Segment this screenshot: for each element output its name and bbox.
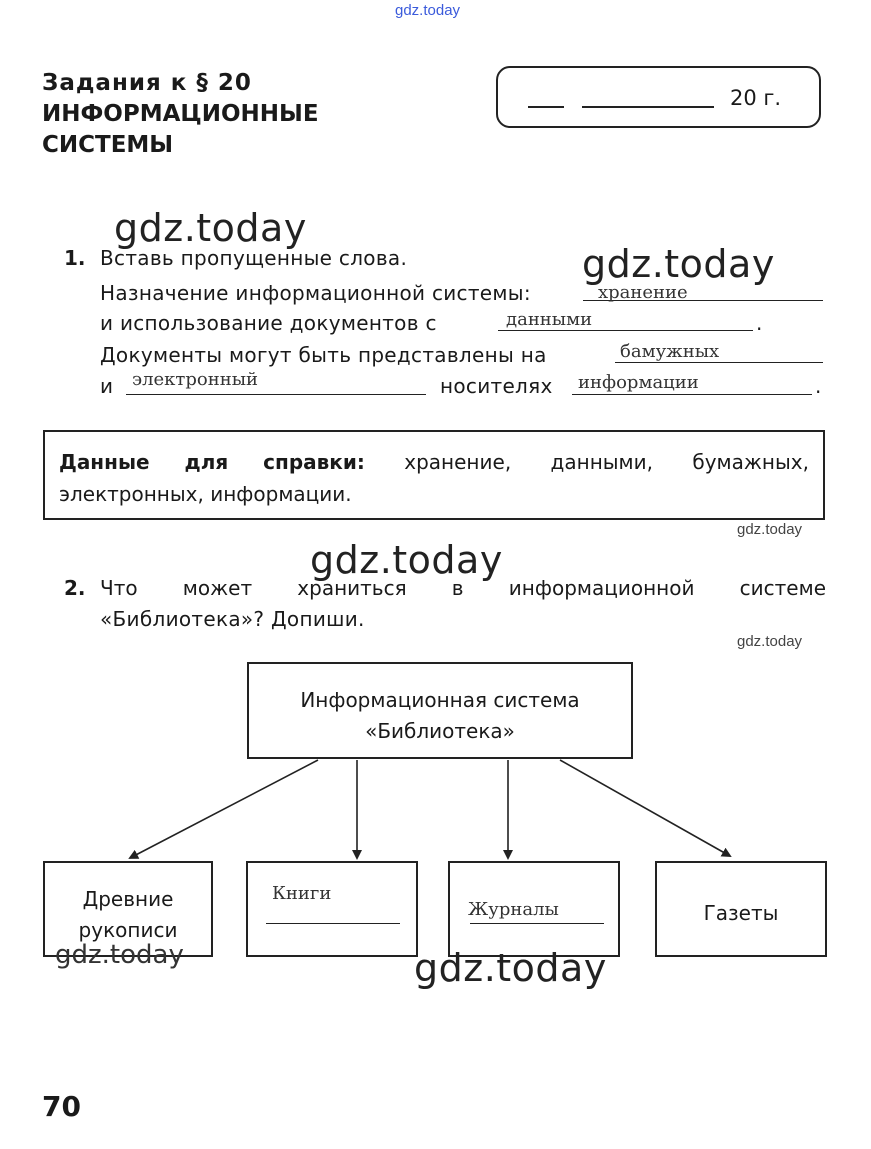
title-line-2: ИНФОРМАЦИОННЫЕ (42, 101, 319, 127)
task2-prompt-word: Что (100, 576, 138, 600)
diagram-child-journals (448, 861, 620, 957)
watermark-top: gdz.today (395, 2, 461, 19)
watermark-big-2: gdz.today (582, 242, 775, 286)
reference-word: данными, (550, 450, 654, 474)
task1-prompt: Вставь пропущенные слова. (100, 246, 408, 270)
task1-answer-2: данными (506, 309, 593, 330)
child-2-answer: Книги (272, 883, 332, 904)
root-line-1: Информационная система (300, 688, 580, 712)
title-line-1: Задания к § 20 (42, 70, 252, 96)
watermark-big-3: gdz.today (310, 538, 503, 582)
task2-prompt-word: храниться (297, 576, 407, 600)
diagram-child-books (246, 861, 418, 957)
task1-answer-4: электронный (132, 369, 259, 390)
task1-line4-mid: носителях (440, 374, 553, 398)
task1-line4-start: и (100, 374, 113, 398)
reference-word: хранение, (404, 450, 512, 474)
arrow-to-child-4 (560, 760, 730, 856)
task2-prompt-word: системе (739, 576, 826, 600)
task1-answer-3: бамужных (620, 341, 720, 362)
task2-prompt-word: может (182, 576, 253, 600)
reference-label: Данные для справки: (59, 450, 365, 474)
watermark-big-1: gdz.today (114, 206, 307, 250)
date-year-label: 20 г. (730, 86, 782, 110)
task1-line2-end: . (756, 311, 763, 335)
watermark-medium: gdz.today (55, 940, 184, 970)
child-2-blank[interactable] (266, 923, 400, 924)
diagram-child-newspapers (655, 861, 827, 957)
task1-line2-text: и использование документов с (100, 311, 437, 335)
child-3-blank[interactable] (470, 923, 604, 924)
diagram-root-node (247, 662, 633, 759)
watermark-big-4: gdz.today (414, 946, 607, 990)
task1-number: 1. (64, 246, 86, 270)
child-1-line-1: Древние (82, 887, 174, 911)
child-3-answer: Журналы (468, 899, 559, 920)
title-line-3: СИСТЕМЫ (42, 132, 174, 158)
task1-answer-1: хранение (598, 282, 688, 303)
task2-prompt-line-2: «Библиотека»? Допиши. (100, 607, 365, 631)
root-line-2: «Библиотека» (365, 719, 515, 743)
page-number: 70 (42, 1090, 81, 1123)
watermark-small-1: gdz.today (737, 521, 803, 538)
arrow-to-child-1 (130, 760, 318, 858)
task2-number: 2. (64, 576, 86, 600)
task1-line3-text: Документы могут быть представлены на (100, 343, 547, 367)
task1-line1-text: Назначение информационной системы: (100, 281, 531, 305)
task2-prompt-word: информационной (508, 576, 695, 600)
reference-line-2: электронных, информации. (59, 482, 352, 506)
watermark-small-2: gdz.today (737, 633, 803, 650)
task2-prompt-word: в (451, 576, 464, 600)
reference-word: бумажных, (692, 450, 809, 474)
task1-answer-5: информации (578, 372, 699, 393)
child-1-line-2: рукописи (78, 918, 178, 942)
child-4-label: Газеты (703, 901, 779, 925)
task1-line4-end: . (815, 374, 822, 398)
